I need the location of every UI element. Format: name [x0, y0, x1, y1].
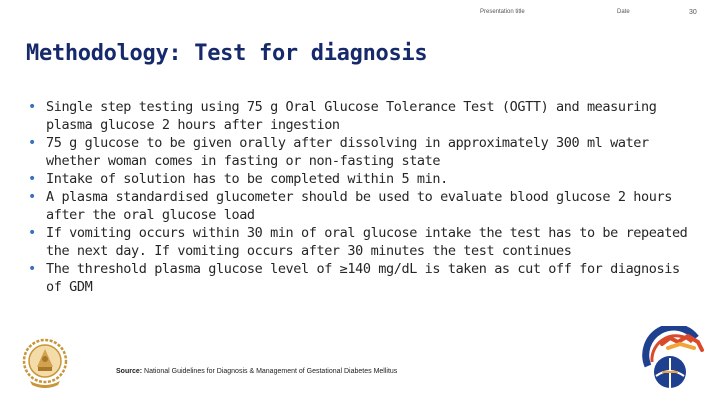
bullet-marker: • [28, 189, 36, 205]
slide-title: Methodology: Test for diagnosis [26, 41, 428, 66]
bullet-item [28, 170, 688, 188]
page-number: 30 [689, 9, 697, 16]
presentation-title: Presentation title [480, 9, 525, 15]
bullet-marker: • [28, 171, 36, 187]
source-note [116, 368, 397, 375]
bullet-text: The threshold plasma glucose level of ≥140 mg/dL is taken as cut off for diagnosis of GDM [46, 261, 680, 295]
slide-date: Date [617, 9, 630, 15]
bullet-marker: • [28, 135, 36, 151]
bullet-list [28, 98, 688, 296]
bullet-item [28, 224, 688, 260]
source-text: National Guidelines for Diagnosis & Management of Gestational Diabetes Mellitus [142, 368, 398, 375]
bullet-marker: • [28, 99, 36, 115]
bullet-item [28, 98, 688, 134]
bullet-text: Intake of solution has to be completed within 5 min. [46, 171, 448, 187]
bullet-marker: • [28, 261, 36, 277]
institution-logo-icon [640, 326, 712, 398]
bullet-marker: • [28, 225, 36, 241]
bullet-item [28, 260, 688, 296]
bullet-text: 75 g glucose to be given orally after dissolving in approximately 300 ml water whether woman comes in fasting or non-fasting state [46, 135, 649, 169]
bullet-text: Single step testing using 75 g Oral Glucose Tolerance Test (OGTT) and measuring plasma glucose 2 hours after ingestion [46, 99, 657, 133]
bullet-item [28, 188, 688, 224]
bullet-item [28, 134, 688, 170]
bullet-text: If vomiting occurs within 30 min of oral glucose intake the test has to be repeated the next day. If vomiting occurs after 30 minutes the test continues [46, 225, 688, 259]
bullet-text: A plasma standardised glucometer should be used to evaluate blood glucose 2 hours after the oral glucose load [46, 189, 672, 223]
source-label: Source: [116, 368, 143, 375]
state-emblem-icon [22, 337, 68, 389]
